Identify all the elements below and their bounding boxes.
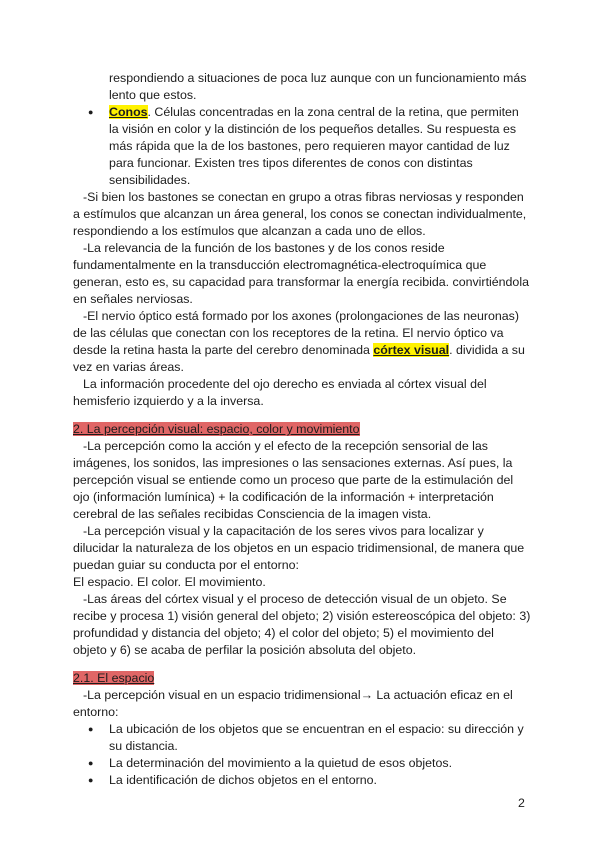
paragraph-espacio-color-movimiento: El espacio. El color. El movimiento. bbox=[73, 575, 266, 589]
document-page bbox=[73, 70, 531, 789]
paragraph-localizar: -La percepción visual y la capacitación de los seres vivos para localizar y dilucidar la naturaleza de los objetos en un espacio tridimensional, de manera que puedan guiar su conducta por el entorno: bbox=[73, 524, 525, 572]
espacio-list bbox=[73, 721, 531, 789]
list-item: ● La identificación de dichos objetos en el entorno. bbox=[73, 772, 531, 789]
section-heading-2-1 bbox=[73, 670, 531, 687]
list-item-conos bbox=[73, 104, 531, 189]
section-heading-2-1-text: 2.1. El espacio bbox=[73, 671, 155, 685]
paragraph-informacion: La información procedente del ojo derecho es enviada al córtex visual del hemisferio izquierdo y a la inversa. bbox=[73, 377, 487, 408]
page-number: 2 bbox=[518, 796, 525, 810]
conos-term: Conos bbox=[109, 105, 148, 119]
photoreceptor-list bbox=[73, 104, 531, 189]
paragraph-nervio-optico bbox=[73, 308, 531, 376]
paragraph-percepcion: -La percepción como la acción y el efecto de la recepción sensorial de las imágenes, los sonidos, las impresiones o las sensaciones externas. Así pues, la percepción visual se entiende como un proceso que parte de la estimulación del ojo (información lumínica) + la codificación de la información + interpretación cerebral de las señales recibidas Consciencia de la imagen vista. bbox=[73, 439, 514, 521]
cortex-visual-term: córtex visual bbox=[373, 343, 450, 357]
nervio-before: -El nervio óptico está formado por los axones (prolongaciones de las neuronas) de las células que conectan con los receptores de la retina. El nervio óptico va desde la retina hasta la parte del cerebro denominada bbox=[73, 309, 519, 357]
paragraph-espacio-intro: -La percepción visual en un espacio tridimensional→ La actuación eficaz en el entorno: bbox=[73, 688, 513, 719]
bastones-continuation: respondiendo a situaciones de poca luz aunque con un funcionamiento más lento que estos. bbox=[109, 71, 527, 102]
list-item: ● La ubicación de los objetos que se encuentran en el espacio: su dirección y su distancia. bbox=[73, 721, 531, 755]
list-item: ● La determinación del movimiento a la quietud de esos objetos. bbox=[73, 755, 531, 772]
section-heading-2 bbox=[73, 421, 531, 438]
paragraph-areas-cortex: -Las áreas del córtex visual y el proceso de detección visual de un objeto. Se recibe y procesa 1) visión general del objeto; 2) visión estereoscópica del objeto: 3) profundidad y distancia del objeto; 4) el color del objeto; 5) el movimiento del objeto y 6) se acaba de perfilar la posición absoluta del objeto. bbox=[73, 592, 531, 657]
paragraph-bastones-conos: -Si bien los bastones se conectan en grupo a otras fibras nerviosas y responden a estímulos que alcanzan un área general, los conos se conectan individualmente, respondiendo a los estímulos que alcanzan a cada uno de ellos. bbox=[73, 190, 527, 238]
conos-text: . Células concentradas en la zona central de la retina, que permiten la visión en color y la distinción de los pequeños detalles. Su respuesta es más rápida que la de los bastones, pero requieren mayor cantidad de luz para funcionar. Existen tres tipos diferentes de conos con distintas sensibilidades. bbox=[109, 105, 519, 187]
paragraph-transduccion: -La relevancia de la función de los bastones y de los conos reside fundamentalmente en la transducción electromagnética-electroquímica que generan, esto es, su capacidad para transformar la energía recibida. convirtiéndola en señales nerviosas. bbox=[73, 241, 529, 306]
section-heading-2-text: 2. La percepción visual: espacio, color y movimiento bbox=[73, 422, 360, 436]
nervio-after: . dividida a su vez en varias áreas. bbox=[73, 343, 525, 374]
